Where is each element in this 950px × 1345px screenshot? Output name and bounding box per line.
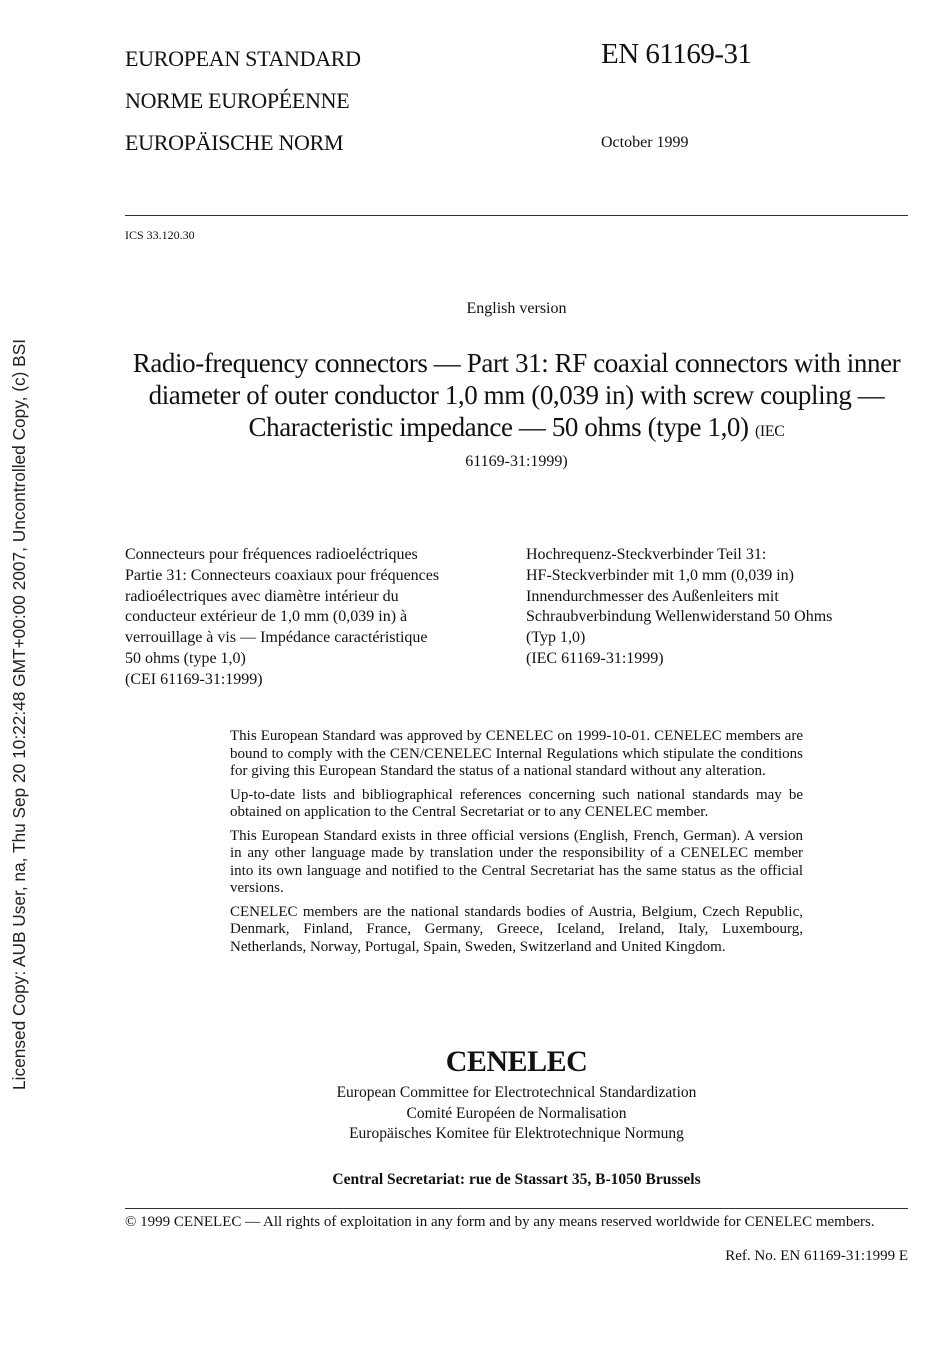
document-title xyxy=(125,347,908,448)
standard-number: EN 61169-31 xyxy=(601,38,752,70)
approval-notice xyxy=(230,728,803,962)
version-label: English version xyxy=(466,300,567,317)
header-line-de: EUROPÄISCHE NORM xyxy=(125,130,344,155)
copyright-notice: © 1999 CENELEC — All rights of exploitation in any form and by any means reserved worldwide for CENELEC members. xyxy=(125,1214,875,1230)
notice-paragraph: This European Standard was approved by CENELEC on 1999-10-01. CENELEC members are bound to comply with the CEN/CENELEC Internal Regulations which stipulate the conditions for giving this European Standard the status of a national standard without any alteration. xyxy=(230,728,803,779)
notice-paragraph: Up-to-date lists and bibliographical references concerning such national standards may be obtained on application to the Central Secretariat or to any CENELEC member. xyxy=(230,786,803,820)
header-line-en: EUROPEAN STANDARD xyxy=(125,46,361,71)
french-title-line: conducteur extérieur de 1,0 mm (0,039 in) à xyxy=(125,608,408,626)
french-title-line: Connecteurs pour fréquences radioeléctriques xyxy=(125,546,418,563)
german-title-line: Hochrequenz-Steckverbinder Teil 31: xyxy=(526,546,767,563)
title-ref-prefix: (IEC xyxy=(754,423,785,440)
title-ref-number: 61169-31:1999) xyxy=(465,453,568,470)
notice-paragraph: This European Standard exists in three official versions (English, French, German). A version in any other language made by translation under the responsibility of a CENELEC member into its own language and notified to the Central Secretariat has the same status as the official versions. xyxy=(230,827,803,896)
header-divider xyxy=(125,215,908,216)
organization-names xyxy=(125,1083,908,1145)
central-secretariat: Central Secretariat: rue de Stassart 35, B-1050 Brussels xyxy=(332,1171,701,1188)
french-title-line: (CEI 61169-31:1999) xyxy=(125,670,263,688)
german-title xyxy=(526,545,832,670)
german-title-line: Schraubverbindung Wellenwiderstand 50 Ohms xyxy=(526,608,833,626)
french-title-line: 50 ohms (type 1,0) xyxy=(125,649,246,667)
french-title-line: radioélectriques avec diamètre intérieur du xyxy=(125,587,399,605)
german-title-line: (Typ 1,0) xyxy=(526,629,586,647)
org-name-en: European Committee for Electrotechnical Standardization xyxy=(336,1084,697,1101)
french-title-line: verrouillage à vis — Impédance caractéristique xyxy=(125,629,428,647)
german-title-line: (IEC 61169-31:1999) xyxy=(526,649,664,667)
org-name-fr: Comité Européen de Normalisation xyxy=(406,1104,627,1122)
german-title-line: Innendurchmesser des Außenleiters mit xyxy=(526,587,779,605)
notice-paragraph: CENELEC members are the national standards bodies of Austria, Belgium, Czech Republic, Denmark, Finland, France, Germany, Greece, Iceland, Ireland, Italy, Luxembourg, Netherlands, Norway, Portugal, Spain, Sweden, Switzerland and United Kingdom. xyxy=(230,903,803,955)
french-title-line: Partie 31: Connecteurs coaxiaux pour fréquences xyxy=(125,566,440,584)
cenelec-logo: CENELEC xyxy=(445,1045,588,1078)
org-name-de: Europäisches Komitee für Elektrotechnique Normung xyxy=(349,1125,684,1142)
header-line-fr: NORME EUROPÉENNE xyxy=(125,88,350,113)
german-title-line: HF-Steckverbinder mit 1,0 mm (0,039 in) xyxy=(526,566,794,584)
publication-date: October 1999 xyxy=(601,134,689,151)
license-watermark: Licensed Copy: AUB User, na, Thu Sep 20 10:22:48 GMT+00:00 2007, Uncontrolled Copy, (c) BSI xyxy=(9,338,29,1090)
reference-number: Ref. No. EN 61169-31:1999 E xyxy=(725,1248,908,1264)
french-title xyxy=(125,545,439,691)
footer-divider xyxy=(125,1208,908,1209)
ics-code: ICS 33.120.30 xyxy=(125,228,195,242)
title-main: Radio-frequency connectors — Part 31: RF coaxial connectors with inner diameter of outer conductor 1,0 mm (0,039 in) with screw coupling — Characteristic impedance — 50 ohms (type 1,0) xyxy=(132,348,901,442)
